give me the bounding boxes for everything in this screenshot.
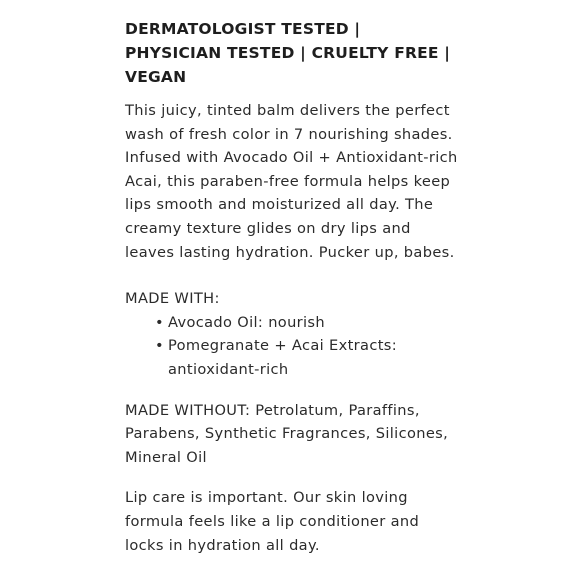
product-description	[125, 17, 460, 557]
closing-paragraph: Lip care is important. Our skin loving formula feels like a lip conditioner and locks in hydration all day.	[125, 489, 420, 554]
bullet-icon: •	[155, 313, 164, 331]
ingredient-text: Avocado Oil: nourish	[168, 313, 325, 331]
list-item	[155, 334, 460, 381]
made-without-paragraph: MADE WITHOUT: Petrolatum, Paraffins, Parabens, Synthetic Fragrances, Silicones, Mineral Oil	[125, 401, 449, 466]
list-item	[155, 311, 460, 335]
ingredient-text: Pomegranate + Acai Extracts: antioxidant-rich	[168, 337, 397, 378]
description-paragraph: This juicy, tinted balm delivers the perfect wash of fresh color in 7 nourishing shades. Infused with Avocado Oil + Antioxidant-rich Acai, this paraben-free formula helps keep lips smooth and moisturized all day. The creamy texture glides on dry lips and leaves lasting hydration. Pucker up, babes.	[125, 102, 458, 261]
ingredient-list	[125, 311, 460, 382]
bullet-icon: •	[155, 337, 164, 355]
made-with-label: MADE WITH:	[125, 290, 220, 308]
claims-headline: DERMATOLOGIST TESTED | PHYSICIAN TESTED | CRUELTY FREE | VEGAN	[125, 20, 451, 86]
